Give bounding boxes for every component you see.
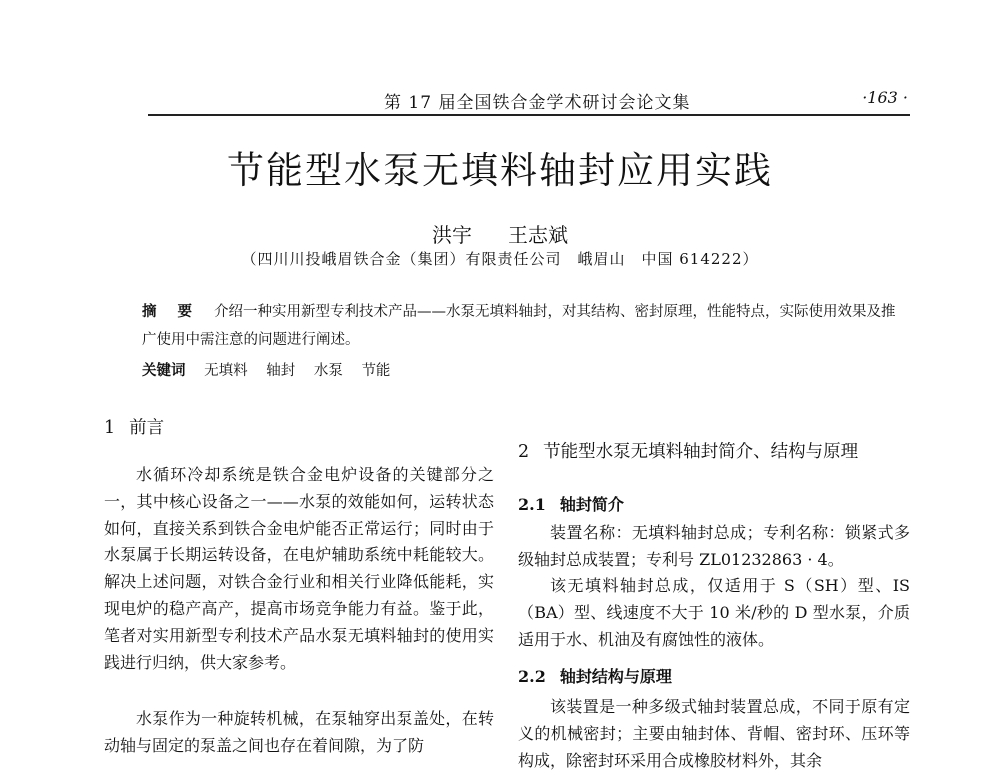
affiliation: （四川川投峨眉铁合金（集团）有限责任公司 峨眉山 中国 614222） (241, 250, 759, 268)
section-2-heading (518, 438, 858, 463)
keyword: 水泵 (313, 363, 343, 379)
section-number: 2 (518, 442, 530, 462)
running-title: 第 17 届全国铁合金学术研讨会论文集 (384, 93, 691, 113)
keyword: 轴封 (266, 363, 296, 379)
section-2-1-paragraph: 该无填料轴封总成，仅适用于 S（SH）型、IS（BA）型、线速度不大于 10 米/秒的 D 型水泵，介质适用于水、机油及有腐蚀性的液体。 (518, 576, 910, 649)
section-2-2-paragraph: 该装置是一种多级式轴封装置总成，不同于原有定义的机械密封；主要由轴封体、背帽、密封环、压环等构成，除密封环采用合成橡胶材料外，其余 (518, 697, 910, 770)
section-1-paragraph: 水循环冷却系统是铁合金电炉设备的关键部分之一，其中核心设备之一——水泵的效能如何，运转状态如何，直接关系到铁合金电炉能否正常运行；同时由于水泵属于长期运转设备，在电炉辅助系统中耗能较大。解决上述问题，对铁合金行业和相关行业降低能耗，实现电炉的稳产高产，提高市场竞争能力有益。鉴于此，笔者对实用新型专利技术产品水泵无填料轴封的使用实践进行归纳，供大家参考。 (104, 465, 494, 672)
abstract-label: 摘 要 (142, 303, 201, 320)
running-header (148, 88, 908, 112)
section-title: 前言 (129, 418, 165, 438)
paper-title: 节能型水泵无填料轴封应用实践 (227, 149, 773, 192)
section-title: 节能型水泵无填料轴封简介、结构与原理 (543, 442, 859, 462)
subsection-title: 轴封简介 (559, 495, 624, 514)
section-2-1-paragraph: 装置名称：无填料轴封总成；专利名称：锁紧式多级轴封总成装置；专利号 ZL01232863 · 4。 (518, 523, 910, 569)
abstract-text: 介绍一种实用新型专利技术产品——水泵无填料轴封，对其结构、密封原理，性能特点，实际使用效果及推广使用中需注意的问题进行阐述。 (142, 304, 896, 348)
section-1-heading (104, 414, 164, 439)
section-2-2-heading (518, 664, 672, 687)
author-name: 王志斌 (508, 223, 568, 247)
keyword: 节能 (361, 363, 391, 379)
keywords-label: 关键词 (142, 362, 186, 379)
page-number: ·163 · (862, 88, 908, 107)
author-list (0, 219, 1000, 248)
keywords (142, 360, 908, 382)
header-rule (148, 114, 910, 116)
section-number: 1 (104, 418, 116, 438)
section-2-1-heading (518, 492, 624, 515)
author-name: 洪宇 (432, 223, 472, 247)
keyword: 无填料 (204, 363, 248, 379)
subsection-title: 轴封结构与原理 (559, 667, 672, 686)
subsection-number: 2.2 (518, 667, 546, 686)
subsection-number: 2.1 (518, 495, 546, 514)
abstract (142, 298, 908, 354)
section-1-paragraph: 水泵作为一种旋转机械，在泵轴穿出泵盖处，在转动轴与固定的泵盖之间也存在着间隙，为了防 (104, 709, 494, 755)
